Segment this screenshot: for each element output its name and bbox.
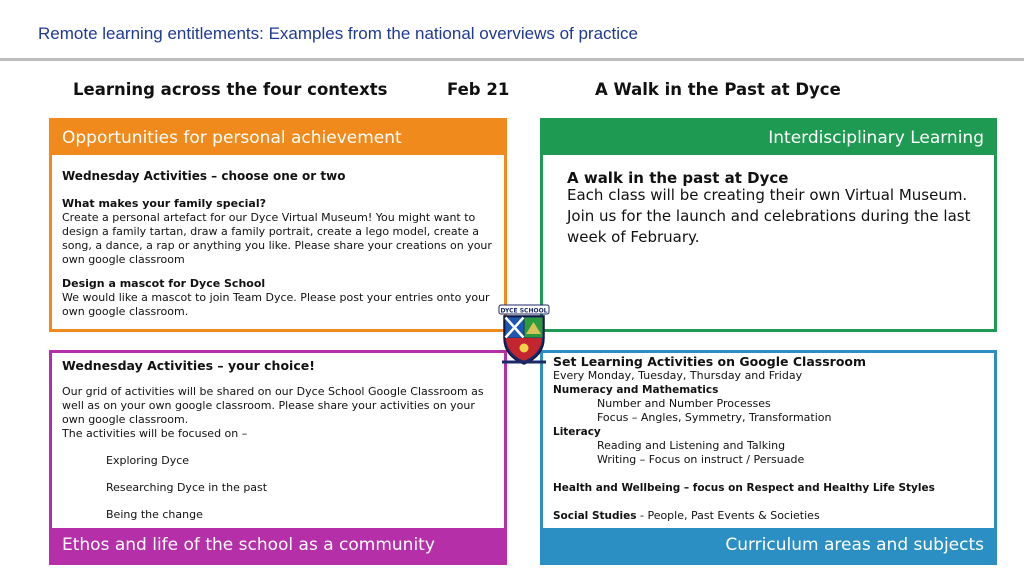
activity-description: Create a personal artefact for our Dyce Virtual Museum! You might want to design a family tartan, draw a family portrait, create a lego model, create a song, a dance, a rap or anything you like. Please share your creations on your own google classroom bbox=[62, 211, 492, 266]
museum-text: Each class will be creating their own Virtual Museum. bbox=[567, 186, 968, 204]
focus-intro: The activities will be focused on – bbox=[62, 427, 248, 440]
subject-item: Reading and Listening and Talking bbox=[597, 439, 786, 452]
header-contexts: Learning across the four contexts bbox=[73, 80, 388, 99]
list-item: Being the change bbox=[106, 508, 203, 521]
subject-title: Social Studies bbox=[553, 510, 637, 522]
title-divider bbox=[0, 58, 1024, 61]
band-interdisciplinary: Interdisciplinary Learning bbox=[543, 121, 994, 155]
panel-heading: Set Learning Activities on Google Classroom bbox=[553, 354, 867, 369]
panel-personal-achievement bbox=[49, 118, 507, 332]
list-item: Exploring Dyce bbox=[106, 454, 190, 467]
panel-heading: Wednesday Activities – choose one or two bbox=[62, 169, 346, 183]
schedule-days: Every Monday, Tuesday, Thursday and Friday bbox=[553, 369, 803, 382]
subject-title: Literacy bbox=[553, 426, 601, 438]
subject-title: Health and Wellbeing – focus on Respect and Healthy Life Styles bbox=[553, 482, 935, 494]
launch-text: Join us for the launch and celebrations during the last week of February. bbox=[567, 207, 971, 246]
crest-label: DYCE SCHOOL bbox=[500, 307, 548, 315]
slide-title: Remote learning entitlements: Examples from the national overviews of practice bbox=[38, 24, 639, 43]
school-crest-icon bbox=[496, 304, 552, 368]
band-personal-achievement: Opportunities for personal achievement bbox=[52, 121, 504, 155]
panel-heading: A walk in the past at Dyce bbox=[567, 169, 789, 187]
header-walk-title: A Walk in the Past at Dyce bbox=[595, 80, 841, 99]
panel-heading: Wednesday Activities – your choice! bbox=[62, 358, 315, 373]
band-ethos: Ethos and life of the school as a community bbox=[52, 528, 504, 562]
band-curriculum: Curriculum areas and subjects bbox=[543, 528, 994, 562]
list-item: Researching Dyce in the past bbox=[106, 481, 268, 494]
activity-title: What makes your family special? bbox=[62, 197, 266, 210]
subject-item: Number and Number Processes bbox=[597, 397, 771, 410]
grid-description: Our grid of activities will be shared on our Dyce School Google Classroom as well as on your own google classroom. Please share your activities on your own google classroom. bbox=[62, 385, 484, 426]
activity-title: Design a mascot for Dyce School bbox=[62, 277, 266, 290]
subject-item: Focus – Angles, Symmetry, Transformation bbox=[597, 411, 832, 424]
header-date: Feb 21 bbox=[447, 80, 510, 99]
panel-curriculum bbox=[540, 350, 997, 565]
subject-item: - People, Past Events & Societies bbox=[636, 509, 820, 522]
activity-description: We would like a mascot to join Team Dyce. Please post your entries onto your own google classroom. bbox=[62, 291, 490, 318]
panel-ethos bbox=[49, 350, 507, 565]
panel-interdisciplinary bbox=[540, 118, 997, 332]
subject-item: Writing – Focus on instruct / Persuade bbox=[597, 453, 805, 466]
subject-title: Numeracy and Mathematics bbox=[553, 384, 719, 396]
